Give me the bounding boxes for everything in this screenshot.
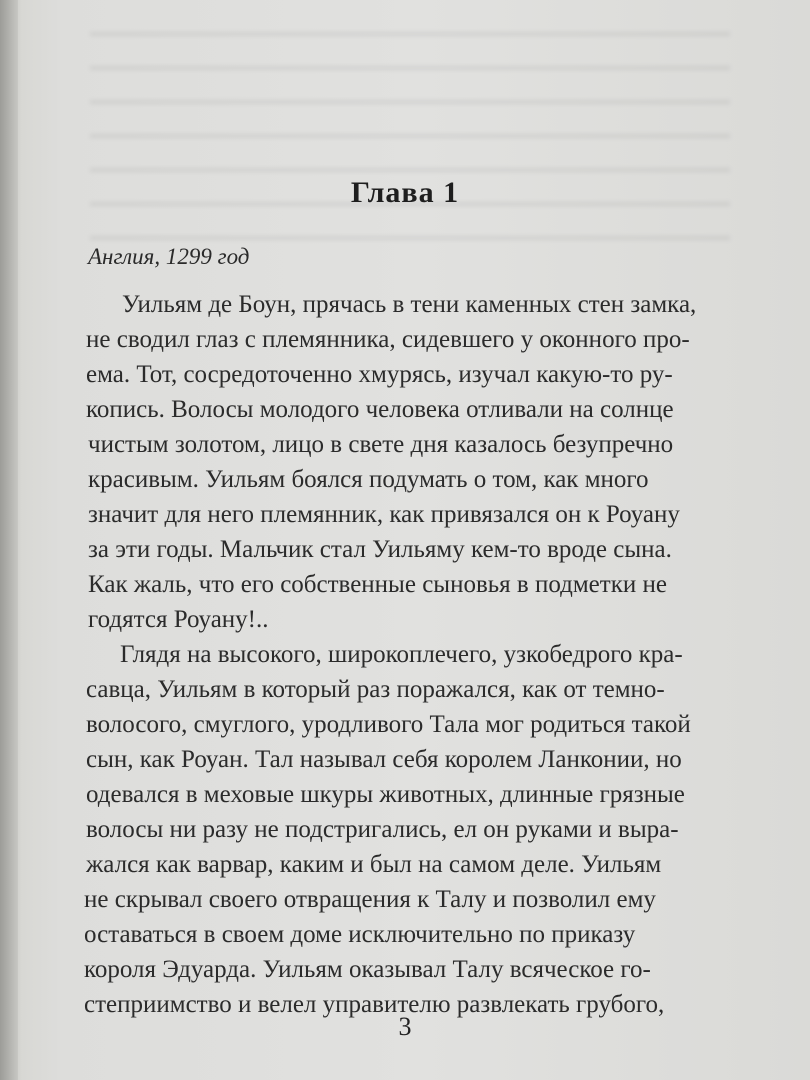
page-edge [0, 0, 18, 1080]
text-line: волосого, смуглого, уродливого Тала мог родиться такой [86, 711, 691, 738]
place-date: Англия, 1299 год [88, 244, 250, 269]
text-line: волосы ни разу не подстригались, ел он руками и выра- [86, 816, 679, 843]
text-line: чистым золотом, лицо в свете дня казалось безупречно [88, 431, 674, 458]
text-line: оставаться в своем доме исключительно по приказу [84, 921, 636, 948]
text-line: Уильям де Боун, прячась в тени каменных стен замка, [122, 291, 697, 318]
text-line: за эти годы. Мальчик стал Уильяму кем-то вроде сына. [88, 536, 672, 563]
text-line: сын, как Роуан. Тал называл себя королем Ланконии, но [86, 746, 682, 773]
text-line: степриимство и велел управителю развлекать грубого, [84, 991, 665, 1018]
text-line: красивым. Уильям боялся подумать о том, как много [88, 466, 649, 493]
text-line: не сводил глаз с племянника, сидевшего у оконного про- [86, 326, 690, 353]
text-line: одевался в меховые шкуры животных, длинные грязные [86, 781, 685, 808]
text-line: Глядя на высокого, широкоплечего, узкобедрого кра- [120, 641, 683, 668]
chapter-title: Глава 1 [350, 176, 460, 209]
text-line: значит для него племянник, как привязался он к Роуану [88, 501, 680, 528]
text-line: короля Эдуарда. Уильям оказывал Талу всяческое го- [84, 956, 651, 983]
text-line: годятся Роуану!.. [88, 606, 269, 633]
text-line: Как жаль, что его собственные сыновья в подметки не [88, 571, 667, 598]
page-number: 3 [398, 1012, 412, 1041]
text-line: савца, Уильям в который раз поражался, как от темно- [86, 676, 665, 703]
text-line: жался как варвар, каким и был на самом деле. Уильям [86, 851, 662, 878]
text-line: копись. Волосы молодого человека отливали на солнце [86, 396, 674, 423]
text-line: ема. Тот, сосредоточенно хмурясь, изучал какую-то ру- [86, 361, 673, 388]
text-line: не скрывал своего отвращения к Талу и позволил ему [84, 886, 656, 913]
